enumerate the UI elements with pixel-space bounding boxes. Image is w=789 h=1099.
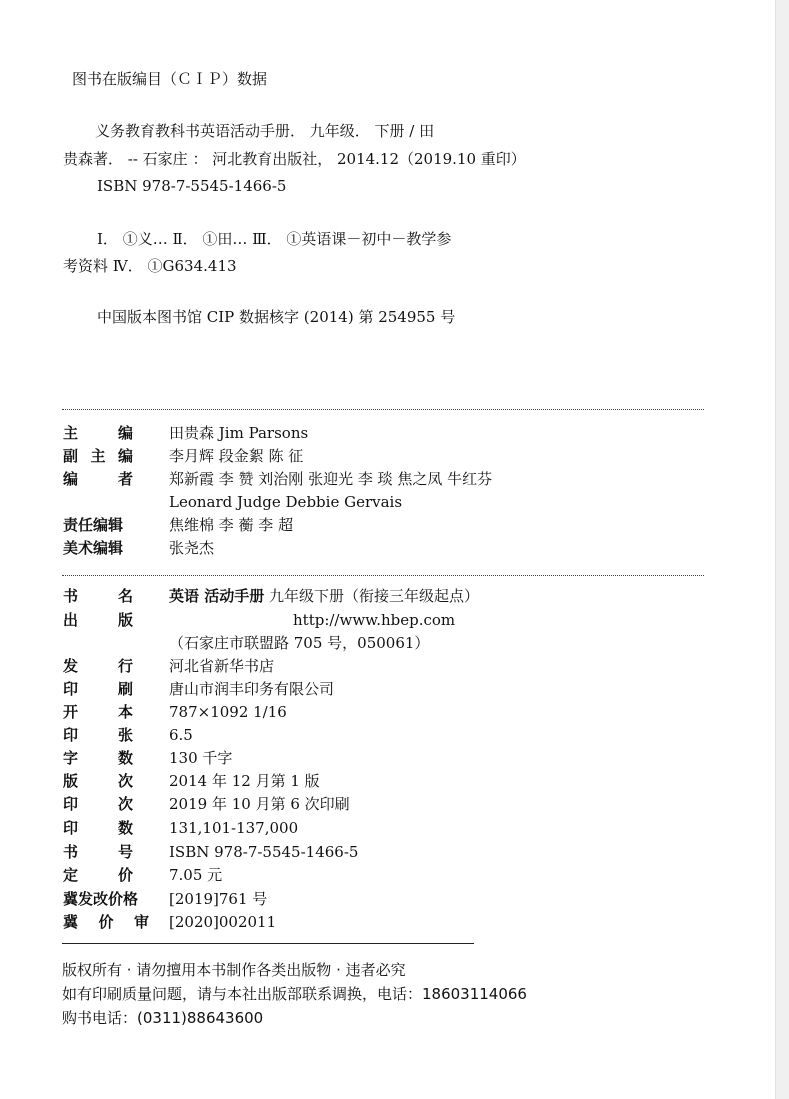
cip-isbn: ISBN 978-7-5545-1466-5 <box>97 177 287 195</box>
label-responsible-editor: 责任编辑 <box>63 516 124 534</box>
label-edition: 版 次 <box>63 772 133 790</box>
publisher-url: http://www.hbep.com <box>293 611 456 629</box>
label-isbn: 书 号 <box>63 843 133 861</box>
publisher-address: （石家庄市联盟路 705 号，050061） <box>169 634 430 652</box>
cip-classification-2: 考资料 Ⅳ． ①G634.413 <box>63 257 237 275</box>
label-deputy-editor: 副 主 编 <box>63 447 133 465</box>
cip-classification-1: Ⅰ． ①义… Ⅱ． ①田… Ⅲ． ①英语课－初中－教学参 <box>97 230 452 248</box>
label-book-title: 书 名 <box>63 587 133 605</box>
cip-line-1: 义务教育教科书英语活动手册． 九年级． 下册 / 田 <box>95 122 435 140</box>
label-sheets: 印 张 <box>63 726 133 744</box>
value-sheets: 6.5 <box>169 726 193 744</box>
value-copies: 131,101-137,000 <box>169 819 299 837</box>
cip-line-2: 贵森著． -- 石家庄 ： 河北教育出版社， 2014.12（2019.10 重印） <box>63 150 526 168</box>
label-distributor: 发 行 <box>63 657 133 675</box>
value-word-count: 130 千字 <box>169 749 233 767</box>
vertical-scrollbar[interactable] <box>775 0 789 1099</box>
cip-title: 图书在版编目（ＣＩＰ）数据 <box>72 70 268 88</box>
value-deputy-editor: 李月辉 段金絮 陈 征 <box>169 447 304 465</box>
label-word-count: 字 数 <box>63 749 133 767</box>
value-printing: 2019 年 10 月第 6 次印刷 <box>169 795 350 813</box>
value-edition: 2014 年 12 月第 1 版 <box>169 772 320 790</box>
value-chief-editor: 田贵森 Jim Parsons <box>169 424 309 442</box>
value-art-editor: 张尧杰 <box>169 539 215 557</box>
label-printing: 印 次 <box>63 795 133 813</box>
value-pricing-approval: [2019]761 号 <box>169 890 268 908</box>
cip-record-number: 中国版本图书馆 CIP 数据核字 (2014) 第 254955 号 <box>97 308 456 326</box>
dotted-divider <box>62 575 704 576</box>
dotted-divider <box>62 409 704 410</box>
label-price: 定 价 <box>63 866 133 884</box>
solid-divider <box>62 943 474 944</box>
purchase-phone: 购书电话：(0311)88643600 <box>62 1009 264 1027</box>
copyright-notice: 版权所有 · 请勿擅用本书制作各类出版物 · 违者必究 <box>62 961 406 979</box>
book-title-sub: 九年级下册（衔接三年级起点） <box>264 587 480 605</box>
quality-contact: 如有印刷质量问题，请与本社出版部联系调换，电话：18603114066 <box>62 985 527 1003</box>
value-distributor: 河北省新华书店 <box>169 657 275 675</box>
label-printer: 印 刷 <box>63 680 133 698</box>
value-price-review: [2020]002011 <box>169 913 277 931</box>
label-chief-editor: 主 编 <box>63 424 133 442</box>
label-art-editor: 美术编辑 <box>63 539 124 557</box>
label-price-review: 冀 价 审 <box>63 913 149 931</box>
label-authors: 编 者 <box>63 470 133 488</box>
value-printer: 唐山市润丰印务有限公司 <box>169 680 335 698</box>
value-authors-foreign: Leonard Judge Debbie Gervais <box>169 493 403 511</box>
value-authors: 郑新霞 李 赞 刘治刚 张迎光 李 琰 焦之凤 牛红芬 <box>169 470 493 488</box>
label-format: 开 本 <box>63 703 133 721</box>
value-format: 787×1092 1/16 <box>169 703 287 721</box>
value-price: 7.05 元 <box>169 866 223 884</box>
value-book-title <box>169 585 479 607</box>
label-copies: 印 数 <box>63 819 133 837</box>
label-publisher: 出 版 <box>63 611 133 629</box>
label-pricing-approval: 冀发改价格 <box>63 890 139 908</box>
value-responsible-editor: 焦维棉 李 蘅 李 超 <box>169 516 294 534</box>
book-title-main: 英语 活动手册 <box>169 587 265 605</box>
value-isbn: ISBN 978-7-5545-1466-5 <box>169 843 359 861</box>
